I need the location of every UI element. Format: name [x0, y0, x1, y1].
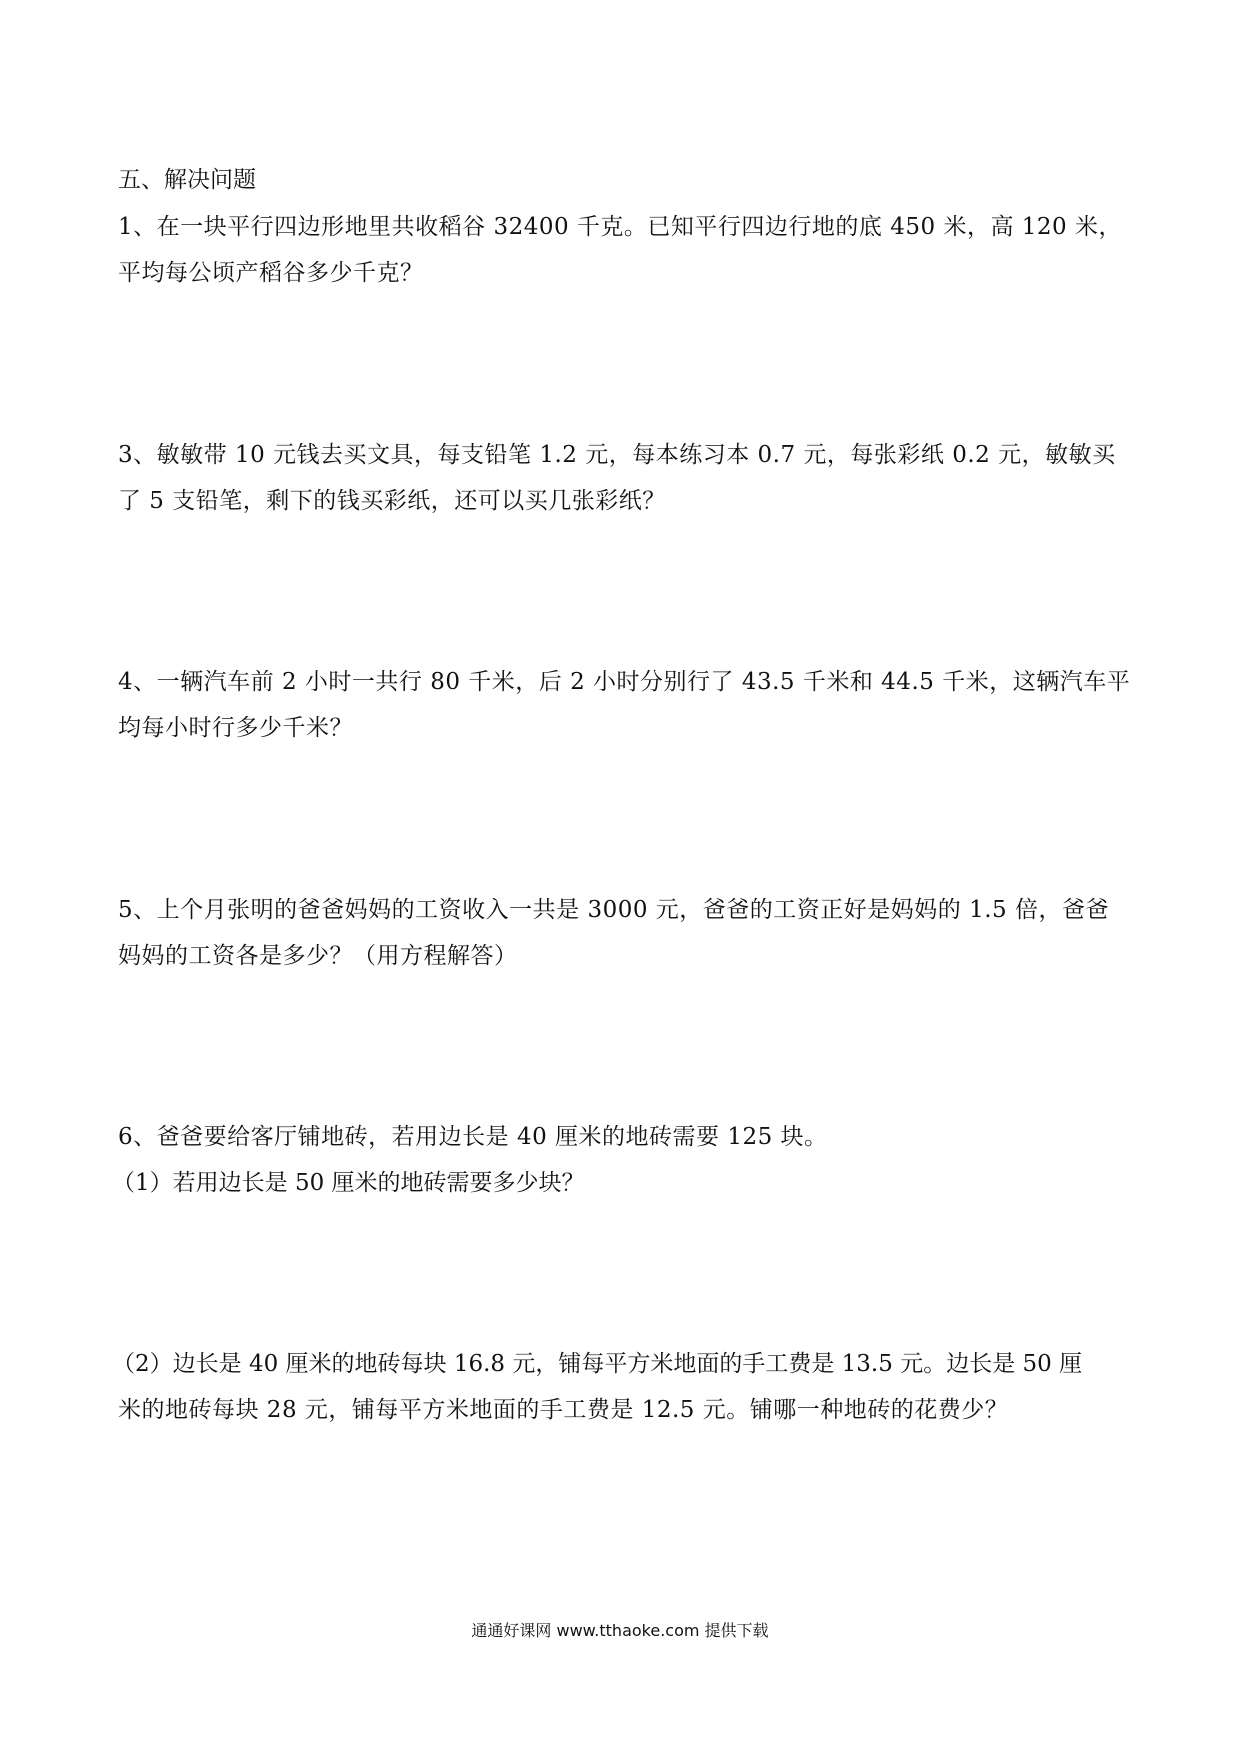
problem-6-sub-2-line-1: （2）边长是 40 厘米的地砖每块 16.8 元，铺每平方米地面的手工费是 13.5 元。边长是 50 厘	[112, 1351, 1083, 1377]
problem-3-line-2: 了 5 支铅笔，剩下的钱买彩纸，还可以买几张彩纸？	[118, 488, 666, 514]
problem-1-line-1: 1、在一块平行四边形地里共收稻谷 32400 千克。已知平行四边行地的底 450 米，高 120 米，	[118, 214, 1122, 240]
problem-6-line-1: 6、爸爸要给客厅铺地砖，若用边长是 40 厘米的地砖需要 125 块。	[118, 1124, 828, 1150]
problem-5-line-2: 妈妈的工资各是多少？（用方程解答）	[118, 943, 518, 969]
problem-4-line-1: 4、一辆汽车前 2 小时一共行 80 千米，后 2 小时分别行了 43.5 千米和 44.5 千米，这辆汽车平	[118, 669, 1131, 695]
problem-6-sub-1-line-1: （1）若用边长是 50 厘米的地砖需要多少块？	[112, 1170, 585, 1196]
problem-3-line-1: 3、敏敏带 10 元钱去买文具，每支铅笔 1.2 元，每本练习本 0.7 元，每张彩纸 0.2 元，敏敏买	[118, 442, 1116, 468]
problem-6-sub-2-line-2: 米的地砖每块 28 元，铺每平方米地面的手工费是 12.5 元。铺哪一种地砖的花费少？	[118, 1397, 1009, 1423]
problem-4-line-2: 均每小时行多少千米？	[118, 715, 353, 741]
footer-credit: 通通好课网 www.tthaoke.com 提供下载	[471, 1621, 769, 1640]
section-title: 五、解决问题	[118, 167, 256, 193]
problem-1-line-2: 平均每公顷产稻谷多少千克？	[118, 260, 424, 286]
problem-5-line-1: 5、上个月张明的爸爸妈妈的工资收入一共是 3000 元，爸爸的工资正好是妈妈的 1.5 倍，爸爸	[118, 897, 1109, 923]
